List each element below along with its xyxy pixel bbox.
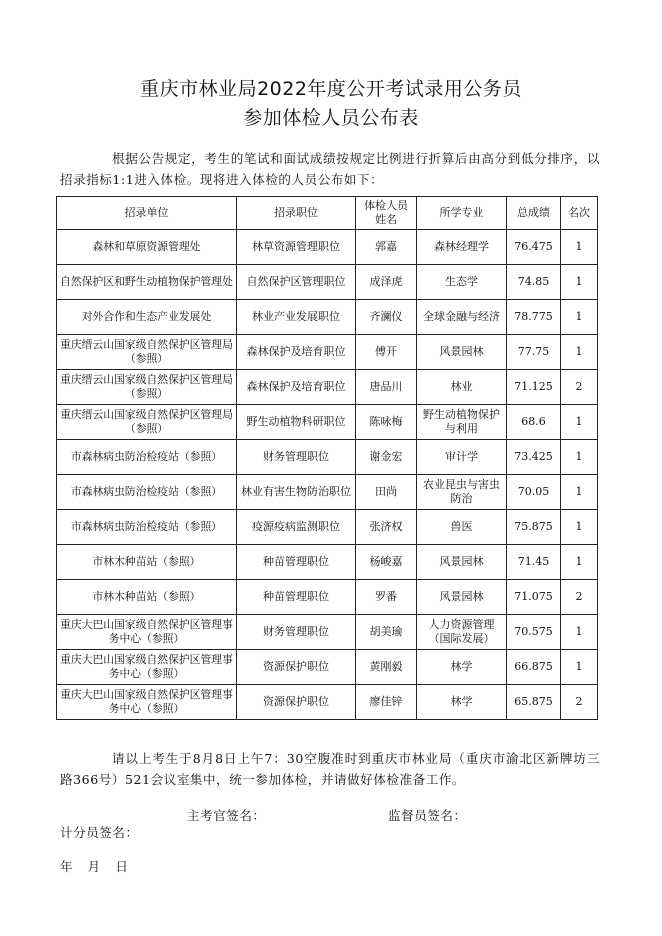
cell-unit: 重庆缙云山国家级自然保护区管理局（参照） [57, 335, 237, 370]
cell-score: 77.75 [507, 335, 561, 370]
date-line: 年 月 日 [60, 859, 129, 874]
cell-position: 野生动植物科研职位 [237, 405, 356, 440]
cell-position: 疫源疫病监测职位 [237, 510, 356, 545]
cell-major: 全球金融与经济 [417, 300, 507, 335]
cell-major: 审计学 [417, 440, 507, 475]
cell-major: 林业 [417, 370, 507, 405]
cell-major: 风景园林 [417, 580, 507, 615]
cell-name: 罗番 [356, 580, 417, 615]
cell-unit: 市森林病虫防治检疫站（参照） [57, 475, 237, 510]
header-unit: 招录单位 [57, 197, 237, 230]
cell-unit: 自然保护区和野生动植物保护管理处 [57, 265, 237, 300]
cell-unit: 重庆缙云山国家级自然保护区管理局（参照） [57, 370, 237, 405]
cell-unit: 市林木种苗站（参照） [57, 580, 237, 615]
cell-position: 财务管理职位 [237, 440, 356, 475]
cell-score: 73.425 [507, 440, 561, 475]
cell-major: 生态学 [417, 265, 507, 300]
cell-rank: 1 [561, 335, 598, 370]
cell-name: 陈咏梅 [356, 405, 417, 440]
table-row [57, 370, 598, 405]
cell-unit: 重庆缙云山国家级自然保护区管理局（参照） [57, 405, 237, 440]
cell-position: 林草资源管理职位 [237, 230, 356, 265]
table-row [57, 580, 598, 615]
cell-name: 傅开 [356, 335, 417, 370]
cell-name: 杨峻嘉 [356, 545, 417, 580]
cell-rank: 1 [561, 440, 598, 475]
cell-score: 70.05 [507, 475, 561, 510]
cell-major: 人力资源管理（国际发展） [417, 615, 507, 650]
table-header-row [57, 197, 598, 230]
cell-unit: 重庆大巴山国家级自然保护区管理事务中心（参照） [57, 615, 237, 650]
cell-position: 种苗管理职位 [237, 545, 356, 580]
cell-unit: 市林木种苗站（参照） [57, 545, 237, 580]
cell-name: 齐澜仪 [356, 300, 417, 335]
table-row [57, 265, 598, 300]
cell-unit: 对外合作和生态产业发展处 [57, 300, 237, 335]
cell-rank: 1 [561, 545, 598, 580]
table-row [57, 685, 598, 720]
cell-unit: 森林和草原资源管理处 [57, 230, 237, 265]
cell-major: 森林经理学 [417, 230, 507, 265]
table-row [57, 650, 598, 685]
cell-name: 郭嘉 [356, 230, 417, 265]
cell-rank: 1 [561, 265, 598, 300]
cell-rank: 1 [561, 405, 598, 440]
scorer-signature: 计分员签名： [60, 825, 139, 840]
intro-paragraph: 根据公告规定，考生的笔试和面试成绩按规定比例进行折算后由高分到低分排序，以招录指标1:1进入体检。现将进入体检的人员公布如下： [60, 151, 600, 187]
cell-score: 66.875 [507, 650, 561, 685]
cell-position: 资源保护职位 [237, 650, 356, 685]
cell-name: 田尚 [356, 475, 417, 510]
cell-rank: 1 [561, 510, 598, 545]
notice-paragraph: 请以上考生于8月8日上午7：30空腹准时到重庆市林业局（重庆市渝北区新牌坊三路366号）521会议室集中，统一参加体检，并请做好体检准备工作。 [60, 751, 600, 787]
cell-rank: 1 [561, 475, 598, 510]
cell-rank: 1 [561, 300, 598, 335]
cell-position: 自然保护区管理职位 [237, 265, 356, 300]
table-row [57, 440, 598, 475]
cell-rank: 2 [561, 685, 598, 720]
table-row [57, 510, 598, 545]
cell-score: 78.775 [507, 300, 561, 335]
cell-score: 74.85 [507, 265, 561, 300]
cell-rank: 1 [561, 230, 598, 265]
cell-major: 兽医 [417, 510, 507, 545]
cell-name: 谢金宏 [356, 440, 417, 475]
table-row [57, 300, 598, 335]
supervisor-signature: 监督员签名： [388, 808, 467, 823]
cell-unit: 市森林病虫防治检疫站（参照） [57, 510, 237, 545]
cell-major: 林学 [417, 685, 507, 720]
cell-name: 黄刚毅 [356, 650, 417, 685]
cell-score: 75.875 [507, 510, 561, 545]
cell-score: 68.6 [507, 405, 561, 440]
cell-name: 胡美瑜 [356, 615, 417, 650]
cell-score: 70.575 [507, 615, 561, 650]
cell-major: 风景园林 [417, 335, 507, 370]
header-rank: 名次 [561, 197, 598, 230]
table-row [57, 615, 598, 650]
cell-name: 成泽虎 [356, 265, 417, 300]
exam-roster-table [56, 196, 598, 720]
cell-major: 林学 [417, 650, 507, 685]
cell-position: 森林保护及培育职位 [237, 335, 356, 370]
header-position: 招录职位 [237, 197, 356, 230]
examiner-signature: 主考官签名： [187, 808, 266, 823]
cell-score: 71.075 [507, 580, 561, 615]
document-subtitle: 参加体检人员公布表 [243, 107, 419, 129]
cell-rank: 2 [561, 370, 598, 405]
cell-rank: 1 [561, 650, 598, 685]
cell-position: 种苗管理职位 [237, 580, 356, 615]
cell-rank: 1 [561, 615, 598, 650]
cell-score: 71.45 [507, 545, 561, 580]
table-row [57, 230, 598, 265]
cell-major: 农业昆虫与害虫防治 [417, 475, 507, 510]
cell-major: 野生动植物保护与利用 [417, 405, 507, 440]
cell-score: 71.125 [507, 370, 561, 405]
cell-unit: 重庆大巴山国家级自然保护区管理事务中心（参照） [57, 685, 237, 720]
cell-position: 林业产业发展职位 [237, 300, 356, 335]
header-name: 体检人员姓名 [356, 197, 417, 230]
cell-name: 唐品川 [356, 370, 417, 405]
cell-score: 65.875 [507, 685, 561, 720]
cell-position: 资源保护职位 [237, 685, 356, 720]
table-row [57, 335, 598, 370]
header-score: 总成绩 [507, 197, 561, 230]
table-row [57, 545, 598, 580]
cell-unit: 市森林病虫防治检疫站（参照） [57, 440, 237, 475]
cell-name: 张济权 [356, 510, 417, 545]
cell-position: 财务管理职位 [237, 615, 356, 650]
cell-position: 森林保护及培育职位 [237, 370, 356, 405]
cell-unit: 重庆大巴山国家级自然保护区管理事务中心（参照） [57, 650, 237, 685]
cell-position: 林业有害生物防治职位 [237, 475, 356, 510]
document-title: 重庆市林业局2022年度公开考试录用公务员 [140, 78, 522, 100]
table-row [57, 475, 598, 510]
cell-rank: 2 [561, 580, 598, 615]
table-row [57, 405, 598, 440]
header-major: 所学专业 [417, 197, 507, 230]
cell-major: 风景园林 [417, 545, 507, 580]
cell-name: 廖佳锌 [356, 685, 417, 720]
cell-score: 76.475 [507, 230, 561, 265]
